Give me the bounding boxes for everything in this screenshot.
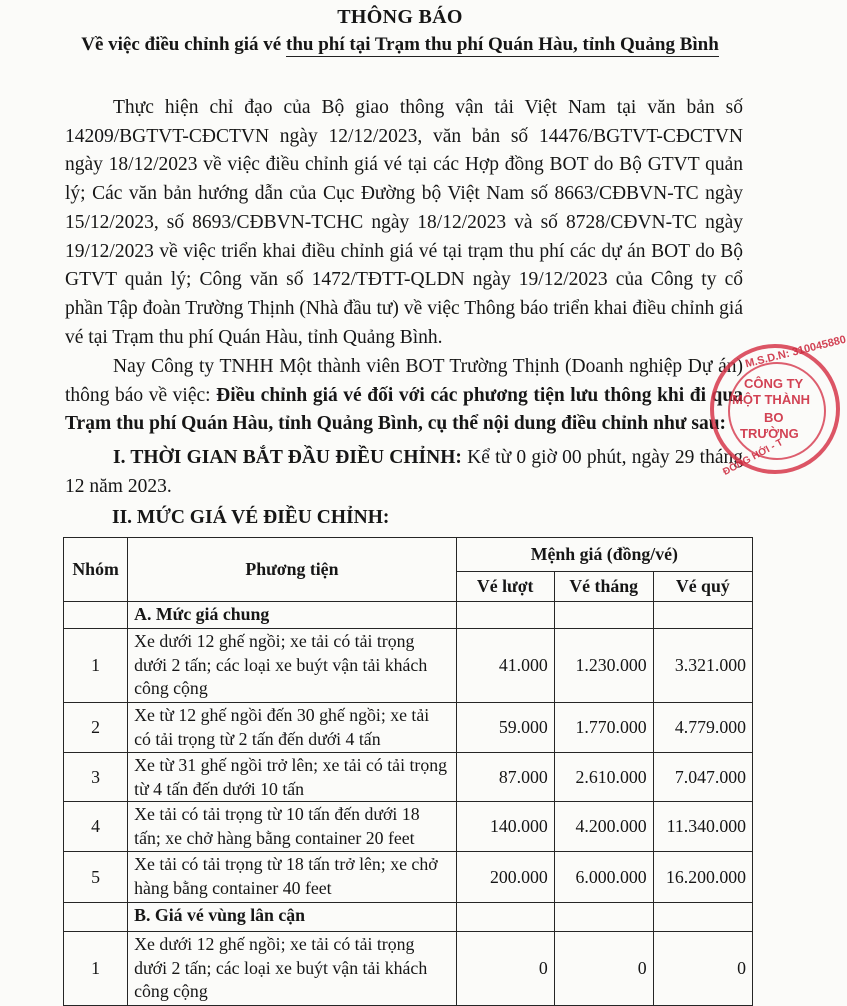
quarterly-price: 3.321.000 xyxy=(653,629,752,703)
header-single: Vé lượt xyxy=(456,572,554,602)
seal-id: M.S.D.N: 310045880 xyxy=(744,333,847,371)
monthly-price: 4.200.000 xyxy=(554,802,653,852)
subtitle-underlined: thu phí tại Trạm thu phí Quán Hàu, tỉnh Quảng Bình xyxy=(286,34,719,55)
table-row xyxy=(64,802,753,852)
empty-cell xyxy=(456,602,554,629)
group-cell: 1 xyxy=(64,629,128,703)
empty-cell xyxy=(554,602,653,629)
group-cell: 3 xyxy=(64,753,128,802)
seal-line-2: MỘT THÀNH xyxy=(732,392,810,407)
header-vehicle: Phương tiện xyxy=(128,538,457,602)
notice-title: THÔNG BÁO xyxy=(337,6,463,28)
header-group: Nhóm xyxy=(64,538,128,602)
announcement-plain: Nay Công ty TNHH Một thành viên BOT Trường Thịnh (Doanh nghiệp Dự án) thông báo về việc: xyxy=(65,356,743,406)
seal-bottom: ĐỒNG HỚI - T xyxy=(721,437,786,478)
notice-subtitle xyxy=(0,34,800,56)
monthly-price: 2.610.000 xyxy=(554,753,653,802)
seal-line-3: BO xyxy=(764,410,784,425)
company-seal xyxy=(710,333,847,478)
section-1-text: Kể từ 0 giờ 00 phút, ngày 29 tháng 12 năm 2023. xyxy=(65,447,743,497)
seal-line-1: CÔNG TY xyxy=(744,376,804,391)
quarterly-price: 7.047.000 xyxy=(653,753,752,802)
quarterly-price: 16.200.000 xyxy=(653,852,752,903)
section-b-group-cell xyxy=(64,903,128,932)
header-monthly: Vé tháng xyxy=(554,572,653,602)
section-1-label: I. THỜI GIAN BẮT ĐẦU ĐIỀU CHỈNH: xyxy=(113,447,462,468)
announcement-paragraph xyxy=(65,353,743,439)
table-row xyxy=(64,703,753,753)
price-table xyxy=(63,537,753,1006)
monthly-price: 0 xyxy=(554,932,653,1006)
announcement-bold: Điều chỉnh giá vé đối với các phương tiện lưu thông khi đi qua Trạm thu phí Quán Hàu, tỉnh Quảng Bình, cụ thể nội dung điều chỉnh như sau: xyxy=(65,384,743,435)
seal-line-4: TRƯỜNG xyxy=(740,426,799,441)
single-price: 140.000 xyxy=(456,802,554,852)
quarterly-price: 11.340.000 xyxy=(653,802,752,852)
group-cell: 5 xyxy=(64,852,128,903)
empty-cell xyxy=(653,602,752,629)
monthly-price: 1.770.000 xyxy=(554,703,653,753)
table-row xyxy=(64,753,753,802)
single-price: 41.000 xyxy=(456,629,554,703)
group-cell: 2 xyxy=(64,703,128,753)
section-2-label: II. MỨC GIÁ VÉ ĐIỀU CHỈNH: xyxy=(112,507,390,528)
vehicle-cell: Xe tải có tải trọng từ 18 tấn trở lên; xe chở hàng bằng container 40 feet xyxy=(128,852,457,903)
empty-cell xyxy=(456,903,554,932)
monthly-price: 6.000.000 xyxy=(554,852,653,903)
table-row xyxy=(64,932,753,1006)
vehicle-cell: Xe tải có tải trọng từ 10 tấn đến dưới 18 tấn; xe chở hàng bằng container 20 feet xyxy=(128,802,457,852)
group-cell: 1 xyxy=(64,932,128,1006)
vehicle-cell: Xe dưới 12 ghế ngồi; xe tải có tải trọng dưới 2 tấn; các loại xe buýt vận tải khách công cộng xyxy=(128,932,457,1006)
monthly-price: 1.230.000 xyxy=(554,629,653,703)
section-b-label: B. Giá vé vùng lân cận xyxy=(128,903,457,932)
single-price: 59.000 xyxy=(456,703,554,753)
single-price: 0 xyxy=(456,932,554,1006)
empty-cell xyxy=(554,903,653,932)
section-a-label: A. Mức giá chung xyxy=(128,602,457,629)
header-quarterly: Vé quý xyxy=(653,572,752,602)
quarterly-price: 4.779.000 xyxy=(653,703,752,753)
vehicle-cell: Xe từ 31 ghế ngồi trở lên; xe tải có tải trọng từ 4 tấn đến dưới 10 tấn xyxy=(128,753,457,802)
vehicle-cell: Xe từ 12 ghế ngồi đến 30 ghế ngồi; xe tải có tải trọng từ 2 tấn đến dưới 4 tấn xyxy=(128,703,457,753)
quarterly-price: 0 xyxy=(653,932,752,1006)
vehicle-cell: Xe dưới 12 ghế ngồi; xe tải có tải trọng dưới 2 tấn; các loại xe buýt vận tải khách công cộng xyxy=(128,629,457,703)
single-price: 87.000 xyxy=(456,753,554,802)
section-a-group-cell xyxy=(64,602,128,629)
group-cell: 4 xyxy=(64,802,128,852)
table-row xyxy=(64,852,753,903)
empty-cell xyxy=(653,903,752,932)
table-row xyxy=(64,629,753,703)
section-1 xyxy=(65,444,743,501)
intro-paragraph: Thực hiện chỉ đạo của Bộ giao thông vận tải Việt Nam tại văn bản số 14209/BGTVT-CĐCTVN ngày 12/12/2023, văn bản số 14476/BGTVT-CĐCTVN ngày 18/12/2023 về việc điều chỉnh giá vé tại các Hợp đồng BOT do Bộ GTVT quản lý; Các văn bản hướng dẫn của Cục Đường bộ Việt Nam số 8663/CĐBVN-TC ngày 15/12/2023, số 8693/CĐBVN-TCHC ngày 18/12/2023 và số 8728/CĐVN-TC ngày 19/12/2023 về việc triển khai điều chỉnh giá vé tại trạm thu phí các dự án BOT do Bộ GTVT quản lý; Công văn số 1472/TĐTT-QLDN ngày 19/12/2023 của Công ty cổ phần Tập đoàn Trường Thịnh (Nhà đầu tư) về việc Thông báo triển khai điều chỉnh giá vé tại Trạm thu phí Quán Hàu, tỉnh Quảng Bình. xyxy=(65,97,743,348)
single-price: 200.000 xyxy=(456,852,554,903)
header-price-group: Mệnh giá (đồng/vé) xyxy=(456,538,752,572)
subtitle-prefix: Về việc điều chỉnh giá vé xyxy=(81,34,286,55)
